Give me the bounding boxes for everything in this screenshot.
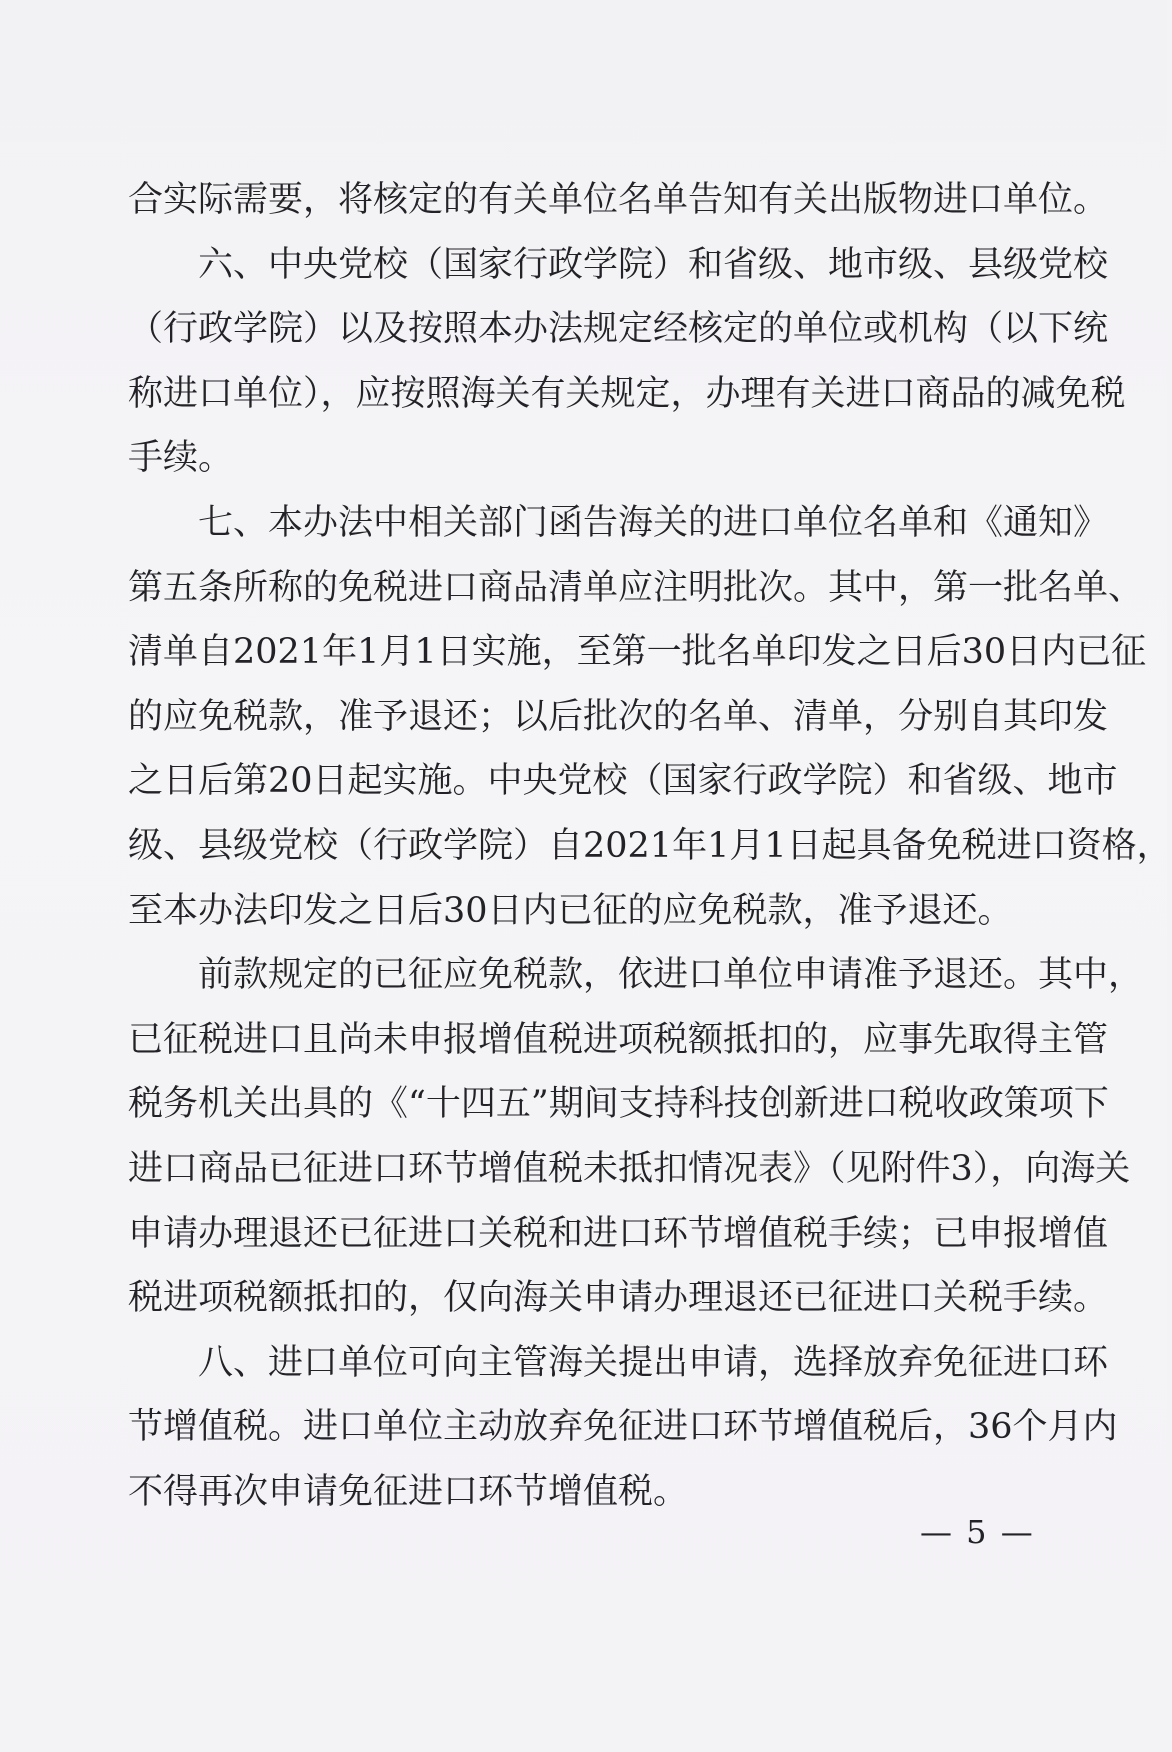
page-number: — 5 — xyxy=(920,1513,1035,1551)
text-line: 合实际需要，将核定的有关单位名单告知有关出版物进口单位。 xyxy=(128,180,1109,220)
text-line: 六、中央党校（国家行政学院）和省级、地市级、县级党校 xyxy=(128,244,1109,285)
text-line: 申请办理退还已征进口关税和进口环节增值税手续；已申报增值 xyxy=(128,1213,1109,1254)
text-line: 七、本办法中相关部门函告海关的进口单位名单和《通知》 xyxy=(128,502,1109,543)
text-line: 八、进口单位可向主管海关提出申请，选择放弃免征进口环 xyxy=(128,1342,1109,1383)
text-line: 级、县级党校（行政学院）自2021年1月1日起具备免税进口资格， xyxy=(128,825,1172,866)
text-line: 至本办法印发之日后30日内已征的应免税款，准予退还。 xyxy=(128,890,1013,931)
text-line: 税进项税额抵扣的，仅向海关申请办理退还已征进口关税手续。 xyxy=(128,1278,1109,1319)
text-line: （行政学院）以及按照本办法规定经核定的单位或机构（以下统 xyxy=(128,309,1109,350)
text-line: 前款规定的已征应免税款，依进口单位申请准予退还。其中， xyxy=(128,955,1144,996)
text-line: 不得再次申请免征进口环节增值税。 xyxy=(128,1471,689,1512)
text-line: 手续。 xyxy=(128,438,234,479)
text-line: 已征税进口且尚未申报增值税进项税额抵扣的，应事先取得主管 xyxy=(128,1019,1109,1060)
text-line: 称进口单位），应按照海关有关规定，办理有关进口商品的减免税 xyxy=(128,373,1126,414)
text-line: 税务机关出具的《“十四五”期间支持科技创新进口税收政策项下 xyxy=(128,1084,1109,1125)
body-text xyxy=(128,168,1172,1524)
text-line: 之日后第20日起实施。中央党校（国家行政学院）和省级、地市 xyxy=(128,761,1118,802)
text-line: 节增值税。进口单位主动放弃免征进口环节增值税后，36个月内 xyxy=(128,1407,1118,1448)
text-line: 的应免税款，准予退还；以后批次的名单、清单，分别自其印发 xyxy=(128,696,1109,737)
text-line: 清单自2021年1月1日实施，至第一批名单印发之日后30日内已征 xyxy=(128,632,1147,673)
text-line: 进口商品已征进口环节增值税未抵扣情况表》（见附件3），向海关 xyxy=(128,1148,1131,1189)
text-line: 第五条所称的免税进口商品清单应注明批次。其中，第一批名单、 xyxy=(128,567,1144,608)
